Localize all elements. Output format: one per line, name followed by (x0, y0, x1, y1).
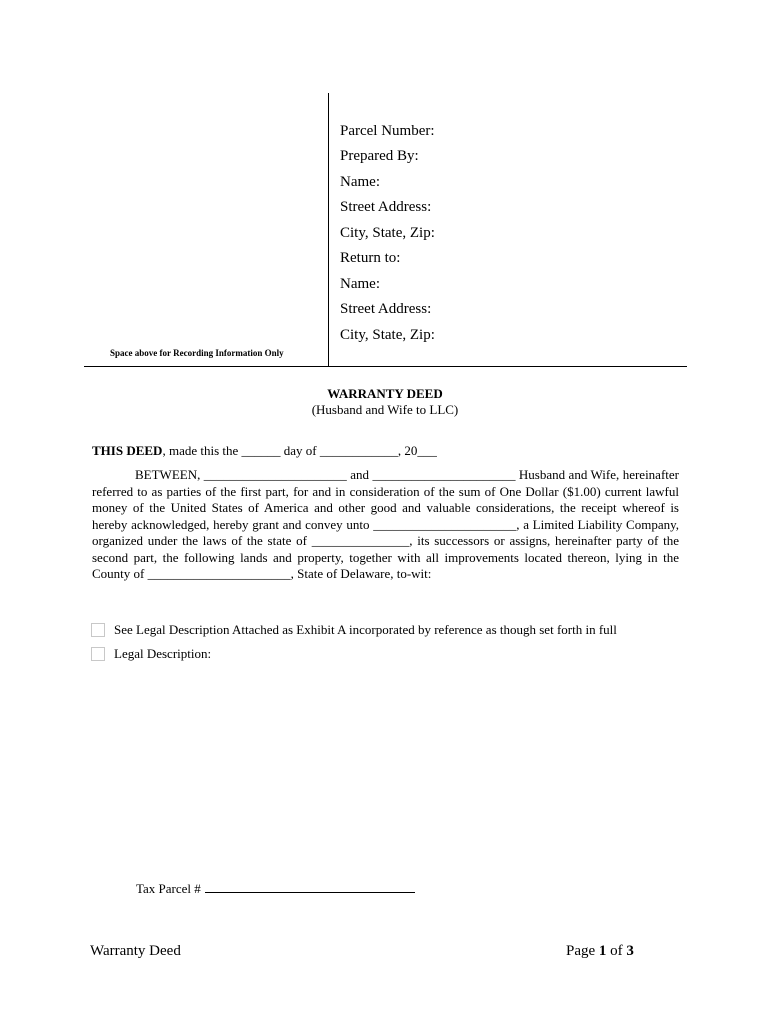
option-exhibit-a (91, 622, 617, 638)
exhibit-a-label: See Legal Description Attached as Exhibit A incorporated by reference as though set forth in full (114, 622, 617, 637)
document-subtitle: (Husband and Wife to LLC) (311, 402, 459, 417)
recording-space-note: Space above for Recording Information Only (110, 348, 284, 358)
header-divider-horizontal (84, 366, 687, 367)
footer-page-word: Page (566, 943, 596, 959)
prepared-by-label: Prepared By: (340, 148, 419, 164)
footer-page-number (566, 943, 634, 960)
return-city-label: City, State, Zip: (340, 327, 435, 343)
legal-description-label: Legal Description: (114, 646, 212, 661)
tax-parcel-label: Tax Parcel # (136, 881, 201, 896)
footer-document-name: Warranty Deed (90, 943, 181, 959)
return-to-label: Return to: (340, 250, 401, 266)
deed-opening-rest: , made this the ______ day of ____________, 20___ (162, 443, 437, 458)
deed-body-paragraph (92, 467, 679, 583)
parcel-number-label: Parcel Number: (340, 123, 435, 139)
preparer-street-label: Street Address: (340, 199, 432, 215)
footer-of-word: of (610, 943, 623, 959)
legal-description-checkbox[interactable] (91, 647, 105, 661)
return-name-label: Name: (340, 276, 380, 292)
footer-page-current: 1 (598, 943, 607, 959)
deed-body-text: BETWEEN, ______________________ and ______________________ Husband and Wife, hereinafter referred to as parties of the first part, for and in consideration of the sum of One Dollar ($1.00) current lawful money of the United States of America and other good and valuable considerations, the receipt whereof is hereby acknowledged, hereby grant and convey unto ______________________, a Limited Liability Company, organized under the laws of the state of _______________, its successors or assigns, hereinafter party of the second part, the following lands and property, together with all improvements located thereon, lying in the County of ______________________, State of Delaware, to-wit: (92, 467, 679, 581)
deed-opening-line (92, 443, 437, 459)
exhibit-a-checkbox[interactable] (91, 623, 105, 637)
option-legal-description (91, 646, 211, 662)
return-street-label: Street Address: (340, 301, 432, 317)
document-title: WARRANTY DEED (327, 386, 443, 401)
header-divider-vertical (328, 93, 329, 367)
tax-parcel-blank[interactable] (205, 880, 415, 893)
footer-page-total: 3 (626, 943, 634, 959)
deed-opening-bold: THIS DEED (92, 443, 163, 458)
tax-parcel-line (136, 880, 415, 897)
preparer-name-label: Name: (340, 174, 380, 190)
preparer-city-label: City, State, Zip: (340, 225, 435, 241)
